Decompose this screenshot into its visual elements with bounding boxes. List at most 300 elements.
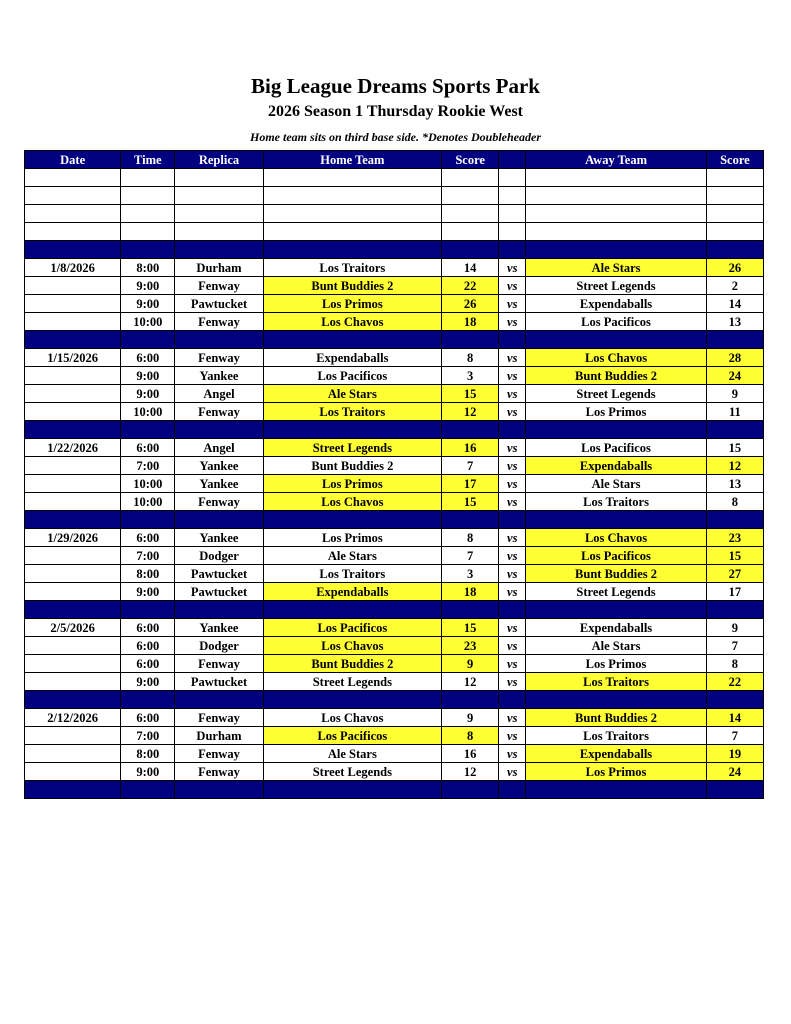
empty-cell <box>121 511 175 529</box>
date-cell <box>25 295 121 313</box>
empty-cell <box>499 511 526 529</box>
game-row <box>25 637 764 655</box>
empty-cell <box>526 421 706 439</box>
empty-cell <box>121 331 175 349</box>
vs-cell: vs <box>499 727 526 745</box>
home-score-cell: 26 <box>442 295 499 313</box>
header-row <box>25 151 764 169</box>
date-cell <box>25 637 121 655</box>
blank-row <box>25 205 764 223</box>
vs-cell: vs <box>499 673 526 691</box>
empty-cell <box>175 205 263 223</box>
home-score-cell: 3 <box>442 367 499 385</box>
page-title: Big League Dreams Sports Park <box>251 74 540 98</box>
empty-cell <box>442 187 499 205</box>
replica-cell: Fenway <box>175 403 263 421</box>
time-cell: 8:00 <box>121 745 175 763</box>
empty-cell <box>121 187 175 205</box>
home-team-cell: Ale Stars <box>263 547 441 565</box>
empty-cell <box>499 421 526 439</box>
game-row <box>25 277 764 295</box>
empty-cell <box>706 331 763 349</box>
empty-cell <box>706 169 763 187</box>
empty-cell <box>706 511 763 529</box>
empty-cell <box>499 241 526 259</box>
empty-cell <box>263 187 441 205</box>
replica-cell: Durham <box>175 727 263 745</box>
time-cell: 6:00 <box>121 709 175 727</box>
home-team-cell: Expendaballs <box>263 349 441 367</box>
replica-cell: Fenway <box>175 709 263 727</box>
away-team-cell: Los Primos <box>526 763 706 781</box>
date-cell <box>25 493 121 511</box>
blank-row <box>25 169 764 187</box>
empty-cell <box>526 205 706 223</box>
game-row <box>25 583 764 601</box>
blank-row <box>25 187 764 205</box>
header-home-score: Score <box>442 151 499 169</box>
date-cell <box>25 367 121 385</box>
away-score-cell: 15 <box>706 547 763 565</box>
time-cell: 8:00 <box>121 259 175 277</box>
away-team-cell: Los Pacificos <box>526 547 706 565</box>
vs-cell: vs <box>499 313 526 331</box>
vs-cell: vs <box>499 583 526 601</box>
away-team-cell: Bunt Buddies 2 <box>526 367 706 385</box>
replica-cell: Angel <box>175 385 263 403</box>
empty-cell <box>25 601 121 619</box>
header-away-score: Score <box>706 151 763 169</box>
home-score-cell: 17 <box>442 475 499 493</box>
home-team-cell: Ale Stars <box>263 385 441 403</box>
vs-cell: vs <box>499 367 526 385</box>
separator-row <box>25 691 764 709</box>
date-cell <box>25 385 121 403</box>
empty-cell <box>175 169 263 187</box>
empty-cell <box>25 781 121 799</box>
time-cell: 6:00 <box>121 637 175 655</box>
page-note: Home team sits on third base side. *Denotes Doubleheader <box>250 130 541 144</box>
separator-row <box>25 511 764 529</box>
date-cell <box>25 745 121 763</box>
empty-cell <box>25 331 121 349</box>
home-score-cell: 8 <box>442 727 499 745</box>
game-row <box>25 439 764 457</box>
empty-cell <box>442 511 499 529</box>
date-cell <box>25 547 121 565</box>
vs-cell: vs <box>499 259 526 277</box>
home-score-cell: 18 <box>442 313 499 331</box>
game-row <box>25 745 764 763</box>
away-score-cell: 9 <box>706 385 763 403</box>
away-team-cell: Bunt Buddies 2 <box>526 709 706 727</box>
away-team-cell: Ale Stars <box>526 259 706 277</box>
home-team-cell: Expendaballs <box>263 583 441 601</box>
time-cell: 10:00 <box>121 313 175 331</box>
empty-cell <box>526 511 706 529</box>
empty-cell <box>526 601 706 619</box>
away-score-cell: 7 <box>706 727 763 745</box>
away-score-cell: 27 <box>706 565 763 583</box>
home-score-cell: 16 <box>442 745 499 763</box>
away-team-cell: Los Primos <box>526 655 706 673</box>
date-cell <box>25 313 121 331</box>
empty-cell <box>121 601 175 619</box>
away-score-cell: 8 <box>706 493 763 511</box>
away-team-cell: Los Traitors <box>526 493 706 511</box>
empty-cell <box>706 421 763 439</box>
replica-cell: Pawtucket <box>175 673 263 691</box>
empty-cell <box>526 781 706 799</box>
vs-cell: vs <box>499 385 526 403</box>
vs-cell: vs <box>499 277 526 295</box>
game-row <box>25 259 764 277</box>
vs-cell: vs <box>499 709 526 727</box>
date-cell <box>25 727 121 745</box>
empty-cell <box>121 421 175 439</box>
separator-row <box>25 331 764 349</box>
header-date: Date <box>25 151 121 169</box>
empty-cell <box>499 169 526 187</box>
home-team-cell: Los Chavos <box>263 313 441 331</box>
vs-cell: vs <box>499 619 526 637</box>
away-team-cell: Ale Stars <box>526 637 706 655</box>
date-cell: 2/12/2026 <box>25 709 121 727</box>
home-team-cell: Street Legends <box>263 439 441 457</box>
game-row <box>25 673 764 691</box>
time-cell: 8:00 <box>121 565 175 583</box>
home-team-cell: Los Chavos <box>263 709 441 727</box>
date-cell: 1/8/2026 <box>25 259 121 277</box>
away-score-cell: 24 <box>706 763 763 781</box>
home-score-cell: 7 <box>442 457 499 475</box>
vs-cell: vs <box>499 547 526 565</box>
empty-cell <box>442 241 499 259</box>
home-score-cell: 15 <box>442 619 499 637</box>
empty-cell <box>442 169 499 187</box>
home-score-cell: 9 <box>442 709 499 727</box>
date-cell <box>25 457 121 475</box>
away-score-cell: 11 <box>706 403 763 421</box>
empty-cell <box>175 511 263 529</box>
date-cell <box>25 277 121 295</box>
away-score-cell: 19 <box>706 745 763 763</box>
empty-cell <box>442 223 499 241</box>
empty-cell <box>442 781 499 799</box>
game-row <box>25 547 764 565</box>
vs-cell: vs <box>499 475 526 493</box>
empty-cell <box>706 187 763 205</box>
away-team-cell: Bunt Buddies 2 <box>526 565 706 583</box>
empty-cell <box>175 331 263 349</box>
game-row <box>25 367 764 385</box>
game-row <box>25 349 764 367</box>
replica-cell: Fenway <box>175 277 263 295</box>
empty-cell <box>706 241 763 259</box>
replica-cell: Dodger <box>175 637 263 655</box>
home-team-cell: Los Primos <box>263 295 441 313</box>
vs-cell: vs <box>499 295 526 313</box>
time-cell: 9:00 <box>121 385 175 403</box>
game-row <box>25 313 764 331</box>
header-home-team: Home Team <box>263 151 441 169</box>
empty-cell <box>499 601 526 619</box>
away-team-cell: Los Pacificos <box>526 439 706 457</box>
empty-cell <box>526 241 706 259</box>
away-score-cell: 23 <box>706 529 763 547</box>
date-cell <box>25 763 121 781</box>
header-time: Time <box>121 151 175 169</box>
schedule-body <box>25 169 764 799</box>
empty-cell <box>263 169 441 187</box>
vs-cell: vs <box>499 493 526 511</box>
empty-cell <box>442 691 499 709</box>
time-cell: 6:00 <box>121 349 175 367</box>
home-score-cell: 15 <box>442 385 499 403</box>
empty-cell <box>25 223 121 241</box>
empty-cell <box>175 601 263 619</box>
game-row <box>25 619 764 637</box>
empty-cell <box>263 241 441 259</box>
replica-cell: Durham <box>175 259 263 277</box>
replica-cell: Fenway <box>175 313 263 331</box>
away-team-cell: Expendaballs <box>526 295 706 313</box>
time-cell: 7:00 <box>121 457 175 475</box>
empty-cell <box>25 169 121 187</box>
empty-cell <box>25 421 121 439</box>
page-subtitle: 2026 Season 1 Thursday Rookie West <box>267 103 523 120</box>
empty-cell <box>25 691 121 709</box>
home-team-cell: Street Legends <box>263 763 441 781</box>
empty-cell <box>121 691 175 709</box>
replica-cell: Fenway <box>175 745 263 763</box>
empty-cell <box>499 781 526 799</box>
empty-cell <box>526 331 706 349</box>
replica-cell: Dodger <box>175 547 263 565</box>
empty-cell <box>121 169 175 187</box>
replica-cell: Fenway <box>175 655 263 673</box>
away-team-cell: Street Legends <box>526 583 706 601</box>
home-score-cell: 22 <box>442 277 499 295</box>
away-team-cell: Los Traitors <box>526 673 706 691</box>
home-score-cell: 12 <box>442 673 499 691</box>
away-team-cell: Expendaballs <box>526 457 706 475</box>
home-team-cell: Los Chavos <box>263 637 441 655</box>
date-cell: 1/15/2026 <box>25 349 121 367</box>
away-score-cell: 7 <box>706 637 763 655</box>
time-cell: 10:00 <box>121 403 175 421</box>
home-team-cell: Los Chavos <box>263 493 441 511</box>
vs-cell: vs <box>499 349 526 367</box>
away-team-cell: Los Traitors <box>526 727 706 745</box>
vs-cell: vs <box>499 655 526 673</box>
time-cell: 10:00 <box>121 493 175 511</box>
home-team-cell: Los Primos <box>263 529 441 547</box>
separator-row <box>25 421 764 439</box>
empty-cell <box>706 691 763 709</box>
replica-cell: Yankee <box>175 457 263 475</box>
empty-cell <box>706 601 763 619</box>
home-team-cell: Los Primos <box>263 475 441 493</box>
empty-cell <box>526 691 706 709</box>
game-row <box>25 565 764 583</box>
date-cell <box>25 655 121 673</box>
replica-cell: Angel <box>175 439 263 457</box>
replica-cell: Pawtucket <box>175 295 263 313</box>
empty-cell <box>706 781 763 799</box>
home-team-cell: Los Pacificos <box>263 367 441 385</box>
vs-cell: vs <box>499 763 526 781</box>
time-cell: 9:00 <box>121 295 175 313</box>
game-row <box>25 655 764 673</box>
empty-cell <box>175 781 263 799</box>
time-cell: 9:00 <box>121 763 175 781</box>
home-team-cell: Bunt Buddies 2 <box>263 277 441 295</box>
home-score-cell: 7 <box>442 547 499 565</box>
empty-cell <box>526 223 706 241</box>
time-cell: 6:00 <box>121 439 175 457</box>
home-score-cell: 14 <box>442 259 499 277</box>
away-score-cell: 28 <box>706 349 763 367</box>
away-score-cell: 9 <box>706 619 763 637</box>
header-replica: Replica <box>175 151 263 169</box>
replica-cell: Fenway <box>175 349 263 367</box>
vs-cell: vs <box>499 439 526 457</box>
time-cell: 10:00 <box>121 475 175 493</box>
empty-cell <box>25 241 121 259</box>
empty-cell <box>121 223 175 241</box>
time-cell: 9:00 <box>121 367 175 385</box>
empty-cell <box>706 223 763 241</box>
empty-cell <box>263 421 441 439</box>
home-team-cell: Los Traitors <box>263 259 441 277</box>
empty-cell <box>263 781 441 799</box>
game-row <box>25 727 764 745</box>
away-team-cell: Ale Stars <box>526 475 706 493</box>
game-row <box>25 457 764 475</box>
away-score-cell: 12 <box>706 457 763 475</box>
game-row <box>25 475 764 493</box>
home-team-cell: Los Traitors <box>263 565 441 583</box>
empty-cell <box>499 223 526 241</box>
replica-cell: Pawtucket <box>175 565 263 583</box>
game-row <box>25 709 764 727</box>
vs-cell: vs <box>499 529 526 547</box>
home-score-cell: 8 <box>442 529 499 547</box>
vs-cell: vs <box>499 637 526 655</box>
home-score-cell: 18 <box>442 583 499 601</box>
date-cell <box>25 565 121 583</box>
empty-cell <box>526 169 706 187</box>
replica-cell: Yankee <box>175 619 263 637</box>
empty-cell <box>263 331 441 349</box>
empty-cell <box>121 205 175 223</box>
time-cell: 6:00 <box>121 655 175 673</box>
blank-row <box>25 223 764 241</box>
home-team-cell: Ale Stars <box>263 745 441 763</box>
date-cell <box>25 475 121 493</box>
date-cell: 1/29/2026 <box>25 529 121 547</box>
home-score-cell: 12 <box>442 403 499 421</box>
date-cell <box>25 673 121 691</box>
away-team-cell: Expendaballs <box>526 619 706 637</box>
empty-cell <box>499 331 526 349</box>
header-away-team: Away Team <box>526 151 706 169</box>
empty-cell <box>175 241 263 259</box>
time-cell: 7:00 <box>121 547 175 565</box>
away-team-cell: Los Primos <box>526 403 706 421</box>
empty-cell <box>25 187 121 205</box>
vs-cell: vs <box>499 403 526 421</box>
away-score-cell: 2 <box>706 277 763 295</box>
away-score-cell: 13 <box>706 313 763 331</box>
time-cell: 6:00 <box>121 619 175 637</box>
replica-cell: Pawtucket <box>175 583 263 601</box>
empty-cell <box>706 205 763 223</box>
empty-cell <box>499 205 526 223</box>
separator-row <box>25 781 764 799</box>
home-score-cell: 3 <box>442 565 499 583</box>
away-score-cell: 26 <box>706 259 763 277</box>
game-row <box>25 403 764 421</box>
vs-cell: vs <box>499 565 526 583</box>
separator-row <box>25 601 764 619</box>
home-score-cell: 23 <box>442 637 499 655</box>
away-score-cell: 8 <box>706 655 763 673</box>
away-team-cell: Los Chavos <box>526 529 706 547</box>
empty-cell <box>175 187 263 205</box>
replica-cell: Yankee <box>175 367 263 385</box>
empty-cell <box>442 421 499 439</box>
away-team-cell: Street Legends <box>526 385 706 403</box>
away-score-cell: 22 <box>706 673 763 691</box>
game-row <box>25 295 764 313</box>
empty-cell <box>121 241 175 259</box>
time-cell: 6:00 <box>121 529 175 547</box>
replica-cell: Fenway <box>175 493 263 511</box>
empty-cell <box>442 601 499 619</box>
separator-row <box>25 241 764 259</box>
time-cell: 9:00 <box>121 277 175 295</box>
empty-cell <box>263 601 441 619</box>
home-score-cell: 16 <box>442 439 499 457</box>
empty-cell <box>526 187 706 205</box>
vs-cell: vs <box>499 457 526 475</box>
replica-cell: Yankee <box>175 529 263 547</box>
game-row <box>25 385 764 403</box>
date-cell: 1/22/2026 <box>25 439 121 457</box>
home-team-cell: Bunt Buddies 2 <box>263 655 441 673</box>
home-score-cell: 9 <box>442 655 499 673</box>
empty-cell <box>442 205 499 223</box>
home-score-cell: 8 <box>442 349 499 367</box>
away-score-cell: 14 <box>706 295 763 313</box>
schedule-table <box>24 150 764 799</box>
game-row <box>25 529 764 547</box>
empty-cell <box>263 223 441 241</box>
empty-cell <box>121 781 175 799</box>
empty-cell <box>442 331 499 349</box>
empty-cell <box>263 511 441 529</box>
date-cell <box>25 583 121 601</box>
header-vs <box>499 151 526 169</box>
away-score-cell: 15 <box>706 439 763 457</box>
away-score-cell: 24 <box>706 367 763 385</box>
empty-cell <box>499 691 526 709</box>
away-team-cell: Street Legends <box>526 277 706 295</box>
home-team-cell: Bunt Buddies 2 <box>263 457 441 475</box>
away-team-cell: Los Chavos <box>526 349 706 367</box>
